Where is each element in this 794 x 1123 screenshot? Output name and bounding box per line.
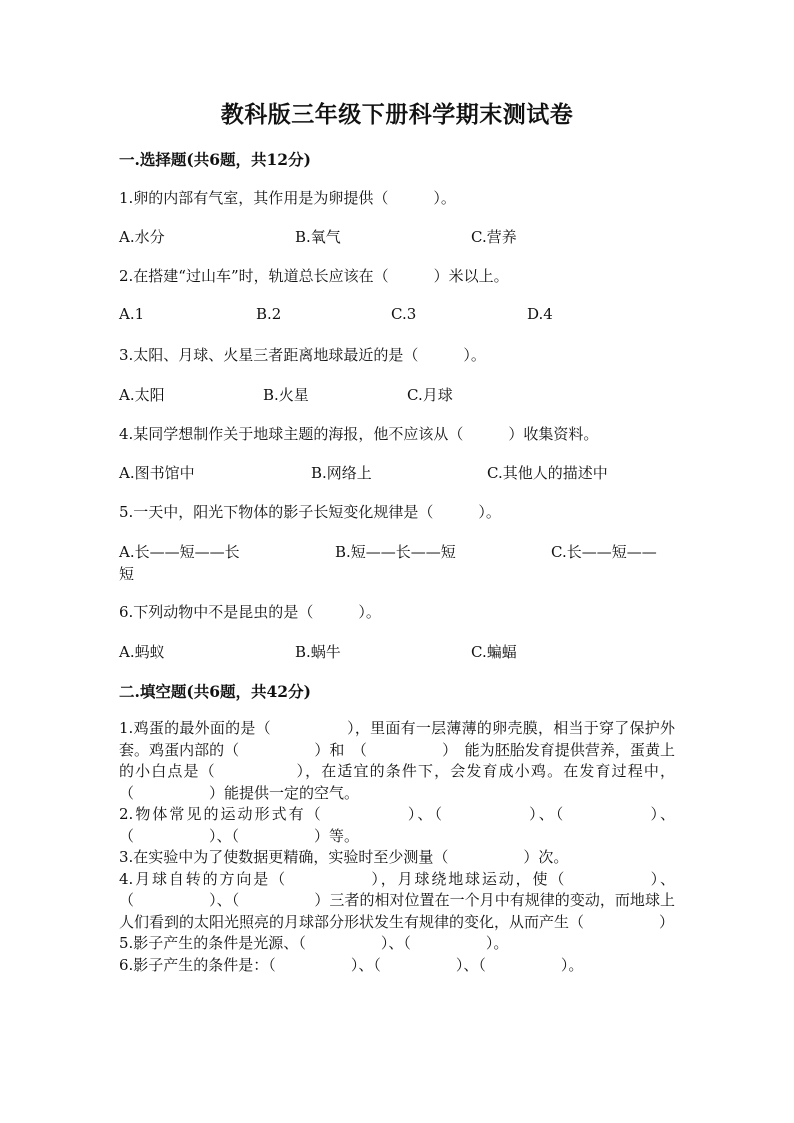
question-5-option-c: C.长——短—— [551, 543, 657, 561]
question-5-option-c-wrap: 短 [119, 565, 135, 583]
question-1-option-b: B.氧气 [295, 228, 341, 246]
question-2-option-a: A.1 [119, 305, 145, 323]
question-1-option-c: C.营养 [471, 228, 517, 246]
question-5-option-b: B.短——长——短 [335, 543, 456, 561]
question-6-stem: 6.下列动物中不是昆虫的是（ ）。 [119, 603, 381, 621]
question-6-option-b: B.蜗牛 [295, 643, 341, 661]
question-4-option-c: C.其他人的描述中 [487, 464, 608, 482]
question-3-stem: 3.太阳、月球、火星三者距离地球最近的是（ ）。 [119, 346, 486, 364]
fill-question-3: 3.在实验中为了使数据更精确，实验时至少测量（ ）次。 [119, 848, 569, 866]
question-1-stem: 1.卵的内部有气室，其作用是为卵提供（ ）。 [119, 189, 456, 207]
question-5-stem: 5.一天中，阳光下物体的影子长短变化规律是（ ）。 [119, 503, 501, 521]
question-6-option-a: A.蚂蚁 [119, 643, 165, 661]
question-1-option-a: A.水分 [119, 228, 165, 246]
question-2-option-d: D.4 [527, 305, 553, 323]
fill-question-4: 4.月球自转的方向是（ ），月球绕地球运动，使（ ）、（ ）、（ ）三者的相对位置在一个月中有规律的变动，而地球上人们看到的太阳光照亮的月球部分形状发生有规律的变化，从而产生（ ） [119, 869, 675, 931]
question-4-stem: 4.某同学想制作关于地球主题的海报，他不应该从（ ）收集资料。 [119, 425, 599, 443]
fill-in-questions [119, 718, 675, 976]
question-2-option-c: C.3 [391, 305, 417, 323]
fill-question-2: 2.物体常见的运动形式有（ ）、（ ）、（ ）、（ ）、（ ）等。 [119, 805, 675, 845]
question-3-option-a: A.太阳 [119, 386, 165, 404]
question-6-option-c: C.蝙蝠 [471, 643, 517, 661]
question-2-option-b: B.2 [256, 305, 282, 323]
question-3-option-c: C.月球 [407, 386, 453, 404]
section-heading-fill: 二.填空题(共6题，共42分) [119, 682, 311, 701]
fill-question-5: 5.影子产生的条件是光源、（ ）、（ ）。 [119, 934, 509, 952]
question-4-option-b: B.网络上 [311, 464, 372, 482]
question-5-option-a: A.长——短——长 [119, 543, 240, 561]
question-2-stem: 2.在搭建“过山车”时，轨道总长应该在（ ）米以上。 [119, 267, 509, 285]
fill-question-1: 1.鸡蛋的最外面的是（ ），里面有一层薄薄的卵壳膜，相当于穿了保护外套。鸡蛋内部的（ ）和 （ ） 能为胚胎发育提供营养，蛋黄上的小白点是（ ），在适宜的条件下，会发育成小鸡。在发育过程中，（ ）能提供一定的空气。 [119, 719, 675, 802]
fill-question-6: 6.影子产生的条件是：（ ）、（ ）、（ ）。 [119, 955, 584, 974]
section-heading-choice: 一.选择题(共6题，共12分) [119, 150, 311, 169]
question-4-option-a: A.图书馆中 [119, 464, 195, 482]
page-title: 教科版三年级下册科学期末测试卷 [220, 101, 574, 128]
question-3-option-b: B.火星 [263, 386, 309, 404]
